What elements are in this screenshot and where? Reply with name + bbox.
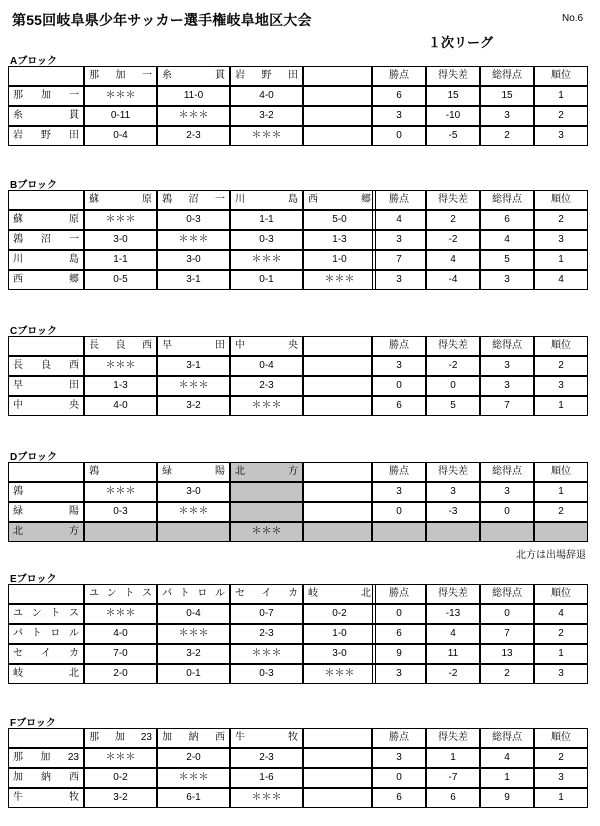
stat-value: 1 xyxy=(426,748,480,768)
stat-value: 3 xyxy=(372,748,426,768)
stat-value: 6 xyxy=(372,86,426,106)
filler-cell xyxy=(303,396,372,416)
corner-cell xyxy=(8,336,84,356)
stat-header: 勝点 xyxy=(372,336,426,356)
column-team-header: セ イ カ xyxy=(230,584,303,604)
stat-value: -13 xyxy=(426,604,480,624)
filler-cell xyxy=(303,376,372,396)
stat-value: 3 xyxy=(372,230,426,250)
block-table xyxy=(8,190,588,290)
stat-value: 6 xyxy=(372,624,426,644)
table-row xyxy=(8,86,588,106)
stat-value: 0 xyxy=(372,604,426,624)
table-row xyxy=(8,270,588,290)
row-team-name: パ ト ロ ル xyxy=(8,624,84,644)
match-result: 2-3 xyxy=(230,376,303,396)
match-result: 1-1 xyxy=(84,250,157,270)
table-row xyxy=(8,522,588,542)
column-team-header: 早 田 xyxy=(157,336,230,356)
match-result: ＊＊＊ xyxy=(84,482,157,502)
corner-cell xyxy=(8,728,84,748)
stat-value: 2 xyxy=(534,624,588,644)
stat-value: 4 xyxy=(480,230,534,250)
match-result: 2-3 xyxy=(230,748,303,768)
stat-value: 4 xyxy=(426,250,480,270)
match-result: 0-4 xyxy=(84,126,157,146)
league-block xyxy=(0,714,600,826)
column-team-header: 岐 北 xyxy=(303,584,376,604)
stat-value: 5 xyxy=(480,250,534,270)
row-team-name: 岩 野 田 xyxy=(8,126,84,146)
table-row xyxy=(8,604,588,624)
match-result: ＊＊＊ xyxy=(303,664,376,684)
match-result: 3-1 xyxy=(157,356,230,376)
match-result: 3-2 xyxy=(84,788,157,808)
match-result: ＊＊＊ xyxy=(230,522,303,542)
match-result: 1-0 xyxy=(303,250,376,270)
stat-value: 3 xyxy=(534,126,588,146)
column-team-header: 北 方 xyxy=(230,462,303,482)
table-row xyxy=(8,250,588,270)
match-result: ＊＊＊ xyxy=(157,768,230,788)
stat-header: 総得点 xyxy=(480,462,534,482)
stat-value: -4 xyxy=(426,270,480,290)
stat-value: 6 xyxy=(480,210,534,230)
table-row xyxy=(8,106,588,126)
stat-header: 順位 xyxy=(534,462,588,482)
stat-header: 順位 xyxy=(534,336,588,356)
row-team-name: 加 納 西 xyxy=(8,768,84,788)
stat-value xyxy=(426,522,480,542)
table-row xyxy=(8,210,588,230)
match-result: ＊＊＊ xyxy=(230,126,303,146)
filler-cell xyxy=(303,356,372,376)
match-result: 0-3 xyxy=(157,210,230,230)
stat-value: -2 xyxy=(426,664,480,684)
match-result: 1-3 xyxy=(303,230,376,250)
stat-value: 3 xyxy=(534,664,588,684)
row-team-name: 川 島 xyxy=(8,250,84,270)
table-header-row xyxy=(8,190,588,210)
match-result: 3-2 xyxy=(230,106,303,126)
corner-cell xyxy=(8,462,84,482)
column-team-header: 長 良 西 xyxy=(84,336,157,356)
stat-header: 勝点 xyxy=(372,584,426,604)
column-team-header: 牛 牧 xyxy=(230,728,303,748)
stat-header: 勝点 xyxy=(372,66,426,86)
match-result: 4-0 xyxy=(84,624,157,644)
table-row xyxy=(8,376,588,396)
stat-value: -2 xyxy=(426,230,480,250)
stat-value: 1 xyxy=(534,644,588,664)
block-title: Cブロック xyxy=(10,326,58,337)
block-table xyxy=(8,66,588,146)
column-team-header: パ ト ロ ル xyxy=(157,584,230,604)
stat-value: 13 xyxy=(480,644,534,664)
match-result: 0-4 xyxy=(157,604,230,624)
stat-header: 順位 xyxy=(534,66,588,86)
row-team-name: 長 良 西 xyxy=(8,356,84,376)
row-team-name: 早 田 xyxy=(8,376,84,396)
match-result: ＊＊＊ xyxy=(157,230,230,250)
match-result xyxy=(84,522,157,542)
block-title: Eブロック xyxy=(10,574,57,585)
stat-value: 0 xyxy=(372,502,426,522)
stat-header: 総得点 xyxy=(480,66,534,86)
block-title: Dブロック xyxy=(10,452,58,463)
stat-value: 7 xyxy=(480,396,534,416)
match-result xyxy=(230,502,303,522)
match-result: ＊＊＊ xyxy=(230,788,303,808)
filler-cell xyxy=(303,522,372,542)
stat-value: 3 xyxy=(480,106,534,126)
stat-value: 3 xyxy=(480,356,534,376)
filler-cell xyxy=(303,788,372,808)
match-result: 0-2 xyxy=(303,604,376,624)
league-block xyxy=(0,322,600,434)
column-team-header: ユ ン ト ス xyxy=(84,584,157,604)
match-result: ＊＊＊ xyxy=(84,356,157,376)
match-result: ＊＊＊ xyxy=(230,396,303,416)
match-result: 4-0 xyxy=(230,86,303,106)
table-header-row xyxy=(8,66,588,86)
stat-value xyxy=(372,522,426,542)
stat-value: 11 xyxy=(426,644,480,664)
match-result: ＊＊＊ xyxy=(157,502,230,522)
block-table xyxy=(8,336,588,416)
table-row xyxy=(8,356,588,376)
table-header-row xyxy=(8,728,588,748)
stat-value: 1 xyxy=(534,250,588,270)
stat-value: 1 xyxy=(534,396,588,416)
table-row xyxy=(8,644,588,664)
filler-cell xyxy=(303,66,372,86)
stat-value: 3 xyxy=(426,482,480,502)
stat-value xyxy=(480,522,534,542)
row-team-name: 西 郷 xyxy=(8,270,84,290)
match-result: 3-0 xyxy=(303,644,376,664)
stat-header: 勝点 xyxy=(372,190,426,210)
row-team-name: 鶉 沼 一 xyxy=(8,230,84,250)
match-result: ＊＊＊ xyxy=(303,270,376,290)
match-result: 3-0 xyxy=(84,230,157,250)
stat-value: 3 xyxy=(480,376,534,396)
filler-cell xyxy=(303,768,372,788)
stat-value: -10 xyxy=(426,106,480,126)
stat-header: 勝点 xyxy=(372,462,426,482)
stat-value: 3 xyxy=(534,376,588,396)
table-row xyxy=(8,788,588,808)
stat-header: 順位 xyxy=(534,190,588,210)
stat-value: -3 xyxy=(426,502,480,522)
match-result: 2-3 xyxy=(157,126,230,146)
stat-value: 0 xyxy=(480,502,534,522)
stat-value: 0 xyxy=(372,126,426,146)
page-title: 第55回岐阜県少年サッカー選手権岐阜地区大会 xyxy=(12,12,312,28)
match-result: 0-2 xyxy=(84,768,157,788)
filler-cell xyxy=(303,482,372,502)
stat-value: 2 xyxy=(426,210,480,230)
stat-value: 15 xyxy=(480,86,534,106)
league-block xyxy=(0,176,600,308)
stat-header: 総得点 xyxy=(480,336,534,356)
match-result: ＊＊＊ xyxy=(157,624,230,644)
stat-header: 順位 xyxy=(534,584,588,604)
filler-cell xyxy=(303,126,372,146)
row-team-name: 鶉 xyxy=(8,482,84,502)
row-team-name: 那 加 23 xyxy=(8,748,84,768)
block-note: 北方は出場辞退 xyxy=(516,550,586,561)
stat-value: 0 xyxy=(372,768,426,788)
match-result: 11-0 xyxy=(157,86,230,106)
match-result: 7-0 xyxy=(84,644,157,664)
match-result: 1-0 xyxy=(303,624,376,644)
stat-value: 2 xyxy=(534,106,588,126)
match-result: 0-1 xyxy=(157,664,230,684)
stat-value: 1 xyxy=(534,788,588,808)
column-team-header: 中 央 xyxy=(230,336,303,356)
stat-value: 2 xyxy=(534,502,588,522)
table-row xyxy=(8,482,588,502)
column-team-header: 岩 野 田 xyxy=(230,66,303,86)
stat-value: 4 xyxy=(534,604,588,624)
stat-value: 6 xyxy=(426,788,480,808)
stat-value xyxy=(534,522,588,542)
table-row xyxy=(8,396,588,416)
stat-header: 得失差 xyxy=(426,190,480,210)
stat-value: 6 xyxy=(372,396,426,416)
stat-value: 2 xyxy=(534,748,588,768)
stat-value: 0 xyxy=(426,376,480,396)
stat-value: 4 xyxy=(372,210,426,230)
column-team-header: 川 島 xyxy=(230,190,303,210)
filler-cell xyxy=(303,502,372,522)
stat-header: 総得点 xyxy=(480,584,534,604)
column-team-header: 那 加 23 xyxy=(84,728,157,748)
table-row xyxy=(8,230,588,250)
column-team-header: 加 納 西 xyxy=(157,728,230,748)
match-result: 0-3 xyxy=(230,664,303,684)
table-header-row xyxy=(8,336,588,356)
column-team-header: 鶉 沼 一 xyxy=(157,190,230,210)
filler-cell xyxy=(303,106,372,126)
table-header-row xyxy=(8,462,588,482)
match-result: ＊＊＊ xyxy=(157,376,230,396)
row-team-name: 北 方 xyxy=(8,522,84,542)
stat-value: 3 xyxy=(480,482,534,502)
match-result: ＊＊＊ xyxy=(157,106,230,126)
stat-value: 1 xyxy=(534,482,588,502)
match-result: 0-7 xyxy=(230,604,303,624)
corner-cell xyxy=(8,66,84,86)
filler-cell xyxy=(303,748,372,768)
block-title: Aブロック xyxy=(10,56,58,67)
row-team-name: 岐 北 xyxy=(8,664,84,684)
match-result: ＊＊＊ xyxy=(84,748,157,768)
match-result: 1-6 xyxy=(230,768,303,788)
stat-header: 得失差 xyxy=(426,462,480,482)
stat-value: 0 xyxy=(372,376,426,396)
stat-header: 得失差 xyxy=(426,584,480,604)
stat-value: 15 xyxy=(426,86,480,106)
row-team-name: セ イ カ xyxy=(8,644,84,664)
stat-value: 3 xyxy=(534,230,588,250)
row-team-name: 緑 陽 xyxy=(8,502,84,522)
match-result: 3-0 xyxy=(157,250,230,270)
stat-header: 得失差 xyxy=(426,728,480,748)
stat-value: 3 xyxy=(480,270,534,290)
match-result xyxy=(230,482,303,502)
match-result: 4-0 xyxy=(84,396,157,416)
match-result: 2-0 xyxy=(84,664,157,684)
row-team-name: 中 央 xyxy=(8,396,84,416)
match-result: 3-2 xyxy=(157,396,230,416)
stat-value: 4 xyxy=(426,624,480,644)
stat-value: 3 xyxy=(372,482,426,502)
row-team-name: 糸 貫 xyxy=(8,106,84,126)
row-team-name: 那 加 一 xyxy=(8,86,84,106)
table-header-row xyxy=(8,584,588,604)
match-result: 0-11 xyxy=(84,106,157,126)
stat-value: 9 xyxy=(480,788,534,808)
stat-header: 得失差 xyxy=(426,66,480,86)
stat-value: 4 xyxy=(534,270,588,290)
match-result xyxy=(157,522,230,542)
match-result: 2-3 xyxy=(230,624,303,644)
stat-value: 3 xyxy=(372,664,426,684)
stat-header: 勝点 xyxy=(372,728,426,748)
stat-value: 9 xyxy=(372,644,426,664)
stat-value: 1 xyxy=(534,86,588,106)
page-number: No.6 xyxy=(562,13,584,24)
match-result: 1-1 xyxy=(230,210,303,230)
stat-value: 2 xyxy=(534,210,588,230)
stat-value: 4 xyxy=(480,748,534,768)
league-block xyxy=(0,52,600,164)
block-title: Fブロック xyxy=(10,718,56,729)
page-subtitle: １次リーグ xyxy=(428,35,494,50)
league-block xyxy=(0,570,600,702)
column-team-header: 西 郷 xyxy=(303,190,376,210)
stat-header: 総得点 xyxy=(480,190,534,210)
match-result: ＊＊＊ xyxy=(84,86,157,106)
stat-header: 順位 xyxy=(534,728,588,748)
table-row xyxy=(8,624,588,644)
stat-value: 5 xyxy=(426,396,480,416)
match-result: 0-3 xyxy=(84,502,157,522)
table-row xyxy=(8,664,588,684)
stat-value: 2 xyxy=(534,356,588,376)
match-result: 5-0 xyxy=(303,210,376,230)
match-result: 0-4 xyxy=(230,356,303,376)
block-table xyxy=(8,584,588,684)
filler-cell xyxy=(303,86,372,106)
match-result: 0-5 xyxy=(84,270,157,290)
column-team-header: 糸 貫 xyxy=(157,66,230,86)
match-result: 6-1 xyxy=(157,788,230,808)
stat-header: 総得点 xyxy=(480,728,534,748)
match-result: 0-3 xyxy=(230,230,303,250)
column-team-header: 緑 陽 xyxy=(157,462,230,482)
block-table xyxy=(8,728,588,808)
row-team-name: ユ ン ト ス xyxy=(8,604,84,624)
stat-value: -7 xyxy=(426,768,480,788)
stat-value: 2 xyxy=(480,126,534,146)
stat-header: 得失差 xyxy=(426,336,480,356)
stat-value: 6 xyxy=(372,788,426,808)
match-result: ＊＊＊ xyxy=(230,644,303,664)
table-row xyxy=(8,502,588,522)
match-result: 3-0 xyxy=(157,482,230,502)
row-team-name: 蘇 原 xyxy=(8,210,84,230)
corner-cell xyxy=(8,190,84,210)
stat-value: 0 xyxy=(480,604,534,624)
table-row xyxy=(8,748,588,768)
column-team-header: 蘇 原 xyxy=(84,190,157,210)
stat-value: -2 xyxy=(426,356,480,376)
league-block xyxy=(0,448,600,560)
column-team-header: 那 加 一 xyxy=(84,66,157,86)
stat-value: -5 xyxy=(426,126,480,146)
row-team-name: 牛 牧 xyxy=(8,788,84,808)
stat-value: 3 xyxy=(372,356,426,376)
filler-cell xyxy=(303,728,372,748)
stat-value: 3 xyxy=(534,768,588,788)
filler-cell xyxy=(303,336,372,356)
match-result: 0-1 xyxy=(230,270,303,290)
block-table xyxy=(8,462,588,542)
column-team-header: 鶉 xyxy=(84,462,157,482)
stat-value: 7 xyxy=(372,250,426,270)
corner-cell xyxy=(8,584,84,604)
stat-value: 7 xyxy=(480,624,534,644)
stat-value: 3 xyxy=(372,270,426,290)
match-result: ＊＊＊ xyxy=(84,210,157,230)
match-result: 2-0 xyxy=(157,748,230,768)
match-result: ＊＊＊ xyxy=(84,604,157,624)
stat-value: 3 xyxy=(372,106,426,126)
block-title: Bブロック xyxy=(10,180,58,191)
table-row xyxy=(8,126,588,146)
stat-value: 2 xyxy=(480,664,534,684)
match-result: 3-1 xyxy=(157,270,230,290)
match-result: 1-3 xyxy=(84,376,157,396)
stat-value: 1 xyxy=(480,768,534,788)
table-row xyxy=(8,768,588,788)
filler-cell xyxy=(303,462,372,482)
match-result: 3-2 xyxy=(157,644,230,664)
match-result: ＊＊＊ xyxy=(230,250,303,270)
